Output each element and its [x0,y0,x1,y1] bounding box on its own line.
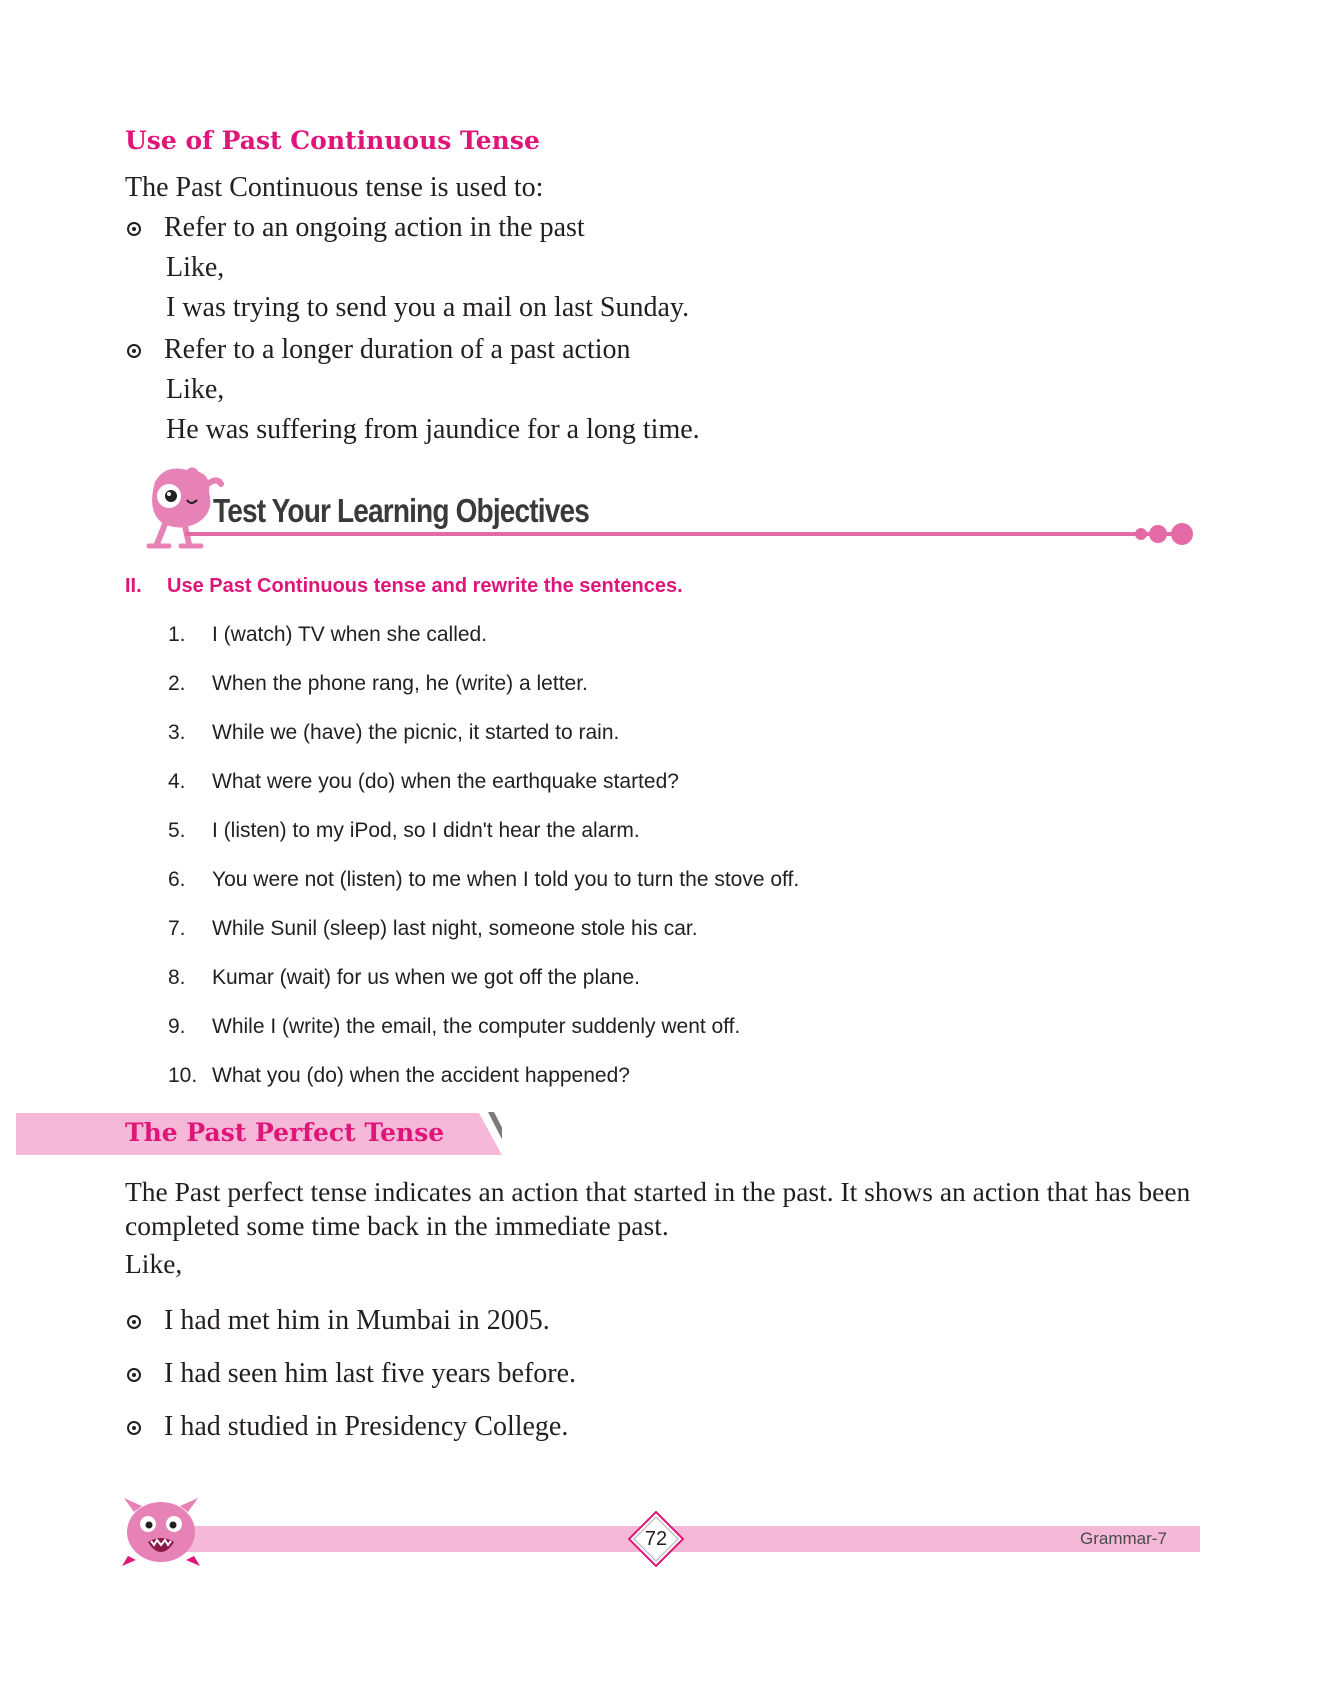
exercise-item: 1. I (watch) TV when she called. [168,623,488,646]
bullet-icon [127,1368,141,1382]
dot-icon [1135,528,1147,540]
dot-icon [1171,523,1193,545]
bullet-icon [127,1315,141,1329]
learning-objectives-banner [125,462,1205,552]
dot-icon [1149,525,1167,543]
exercise-item: 5. I (listen) to my iPod, so I didn't hear the alarm. [168,819,640,842]
book-title: Grammar-7 [1080,1529,1167,1548]
paragraph-line: The Past perfect tense indicates an action that started in the past. It shows an action that has been [125,1176,1191,1207]
monster-icon [118,1494,204,1568]
section-heading-past-perfect: The Past Perfect Tense [125,1118,445,1147]
section-intro: The Past Continuous tense is used to: [125,172,544,203]
mascot-icon [125,462,225,550]
bullet-icon [127,1421,141,1435]
exercise-item: 7. While Sunil (sleep) last night, someone stole his car. [168,917,698,940]
exercise-item: 8. Kumar (wait) for us when we got off the plane. [168,966,640,989]
exercise-number: II. [125,575,142,597]
like-label: Like, [125,1248,183,1279]
like-label: Like, [166,374,225,405]
bullet-text: I had seen him last five years before. [164,1358,577,1389]
page-number: 72 [644,1528,668,1550]
bullet-icon [127,222,141,236]
bullet-text: Refer to an ongoing action in the past [164,212,585,243]
bullet-text: Refer to a longer duration of a past action [164,334,631,365]
exercise-item: 4. What were you (do) when the earthquake started? [168,770,679,793]
exercise-item: 6. You were not (listen) to me when I told you to turn the stove off. [168,868,800,891]
banner-line [185,532,1185,536]
footer-band [185,1526,1200,1552]
paragraph-line: completed some time back in the immediate past. [125,1210,669,1241]
example-sentence: He was suffering from jaundice for a long time. [166,414,700,445]
exercise-item: 10. What you (do) when the accident happened? [168,1064,630,1087]
section-heading-past-continuous-use: Use of Past Continuous Tense [125,126,540,155]
bullet-text: I had studied in Presidency College. [164,1411,569,1442]
exercise-item: 3. While we (have) the picnic, it started to rain. [168,721,620,744]
like-label: Like, [166,252,225,283]
exercise-item: 2. When the phone rang, he (write) a letter. [168,672,588,695]
example-sentence: I was trying to send you a mail on last Sunday. [166,292,690,323]
exercise-item: 9. While I (write) the email, the computer suddenly went off. [168,1015,741,1038]
banner-title: Test Your Learning Objectives [213,492,589,529]
exercise-instruction: Use Past Continuous tense and rewrite the sentences. [167,575,683,597]
bullet-icon [127,344,141,358]
bullet-text: I had met him in Mumbai in 2005. [164,1305,550,1336]
